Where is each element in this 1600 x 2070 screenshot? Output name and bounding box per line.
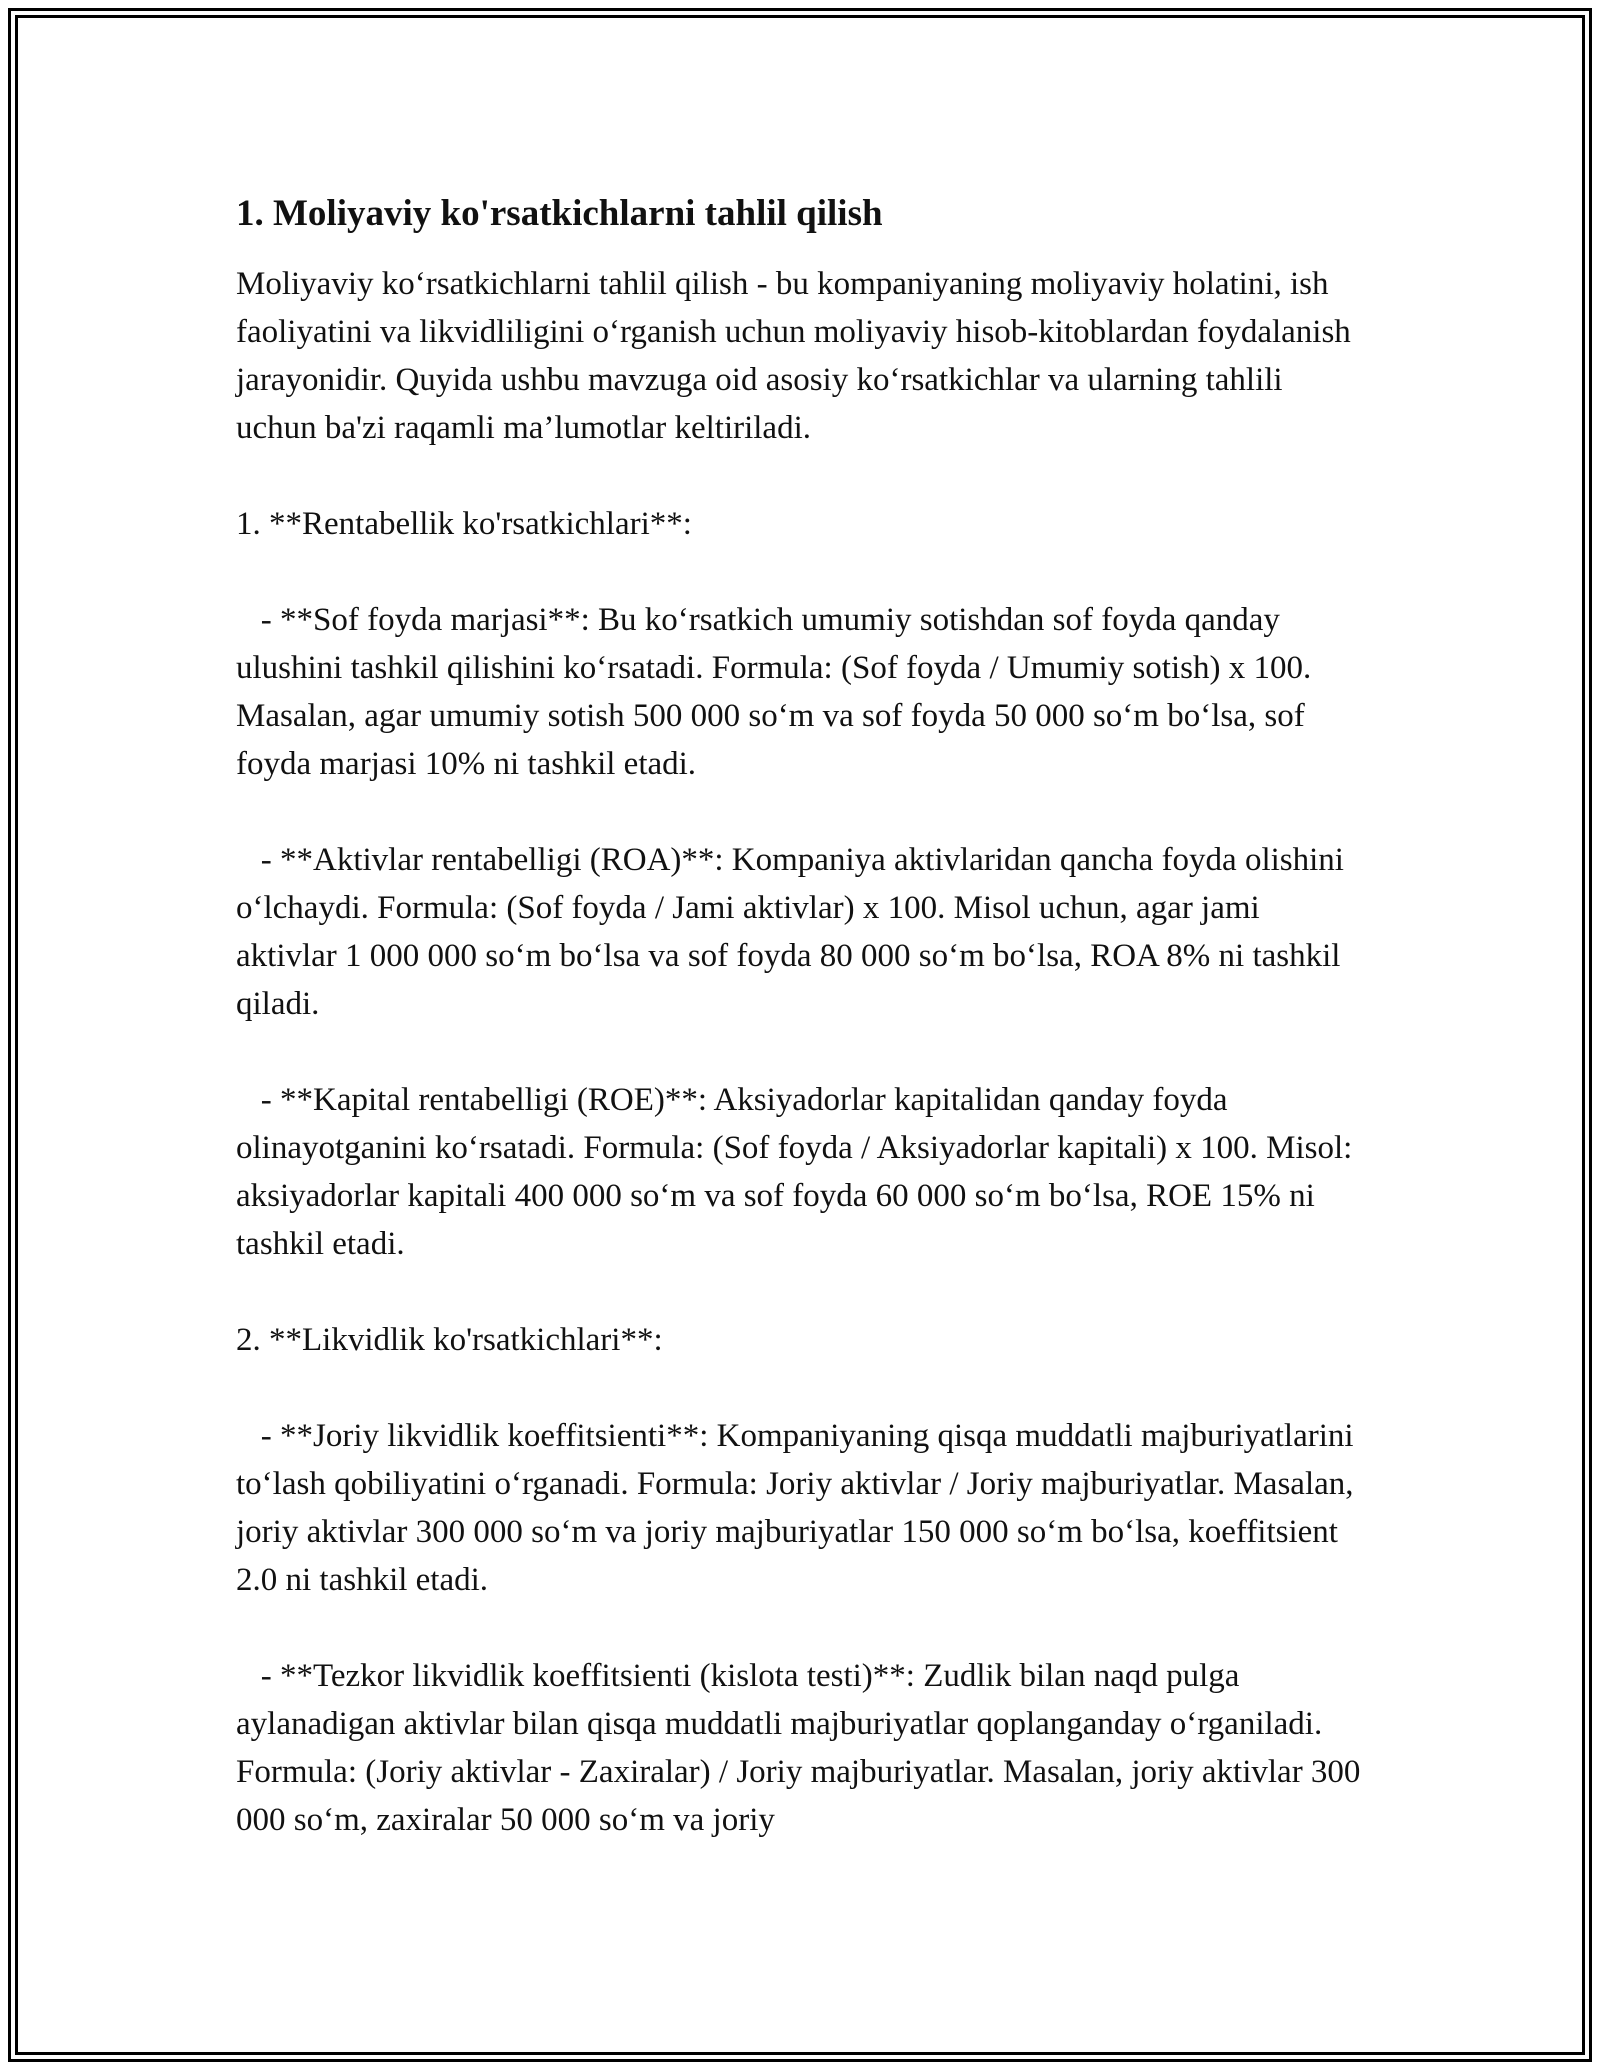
section-heading-liquidity: 2. **Likvidlik ko'rsatkichlari**: xyxy=(236,1322,663,1358)
document-body xyxy=(236,186,1369,1844)
paragraph-spacer xyxy=(236,788,1366,836)
document-title: 1. Moliyaviy ko'rsatkichlarni tahlil qilish xyxy=(236,193,883,234)
paragraph-spacer xyxy=(236,452,1366,500)
section-heading-profitability: 1. **Rentabellik ko'rsatkichlari**: xyxy=(236,506,692,542)
item-roe: - **Kapital rentabelligi (ROE)**: Aksiyadorlar kapitalidan qanday foyda olinayotganini ko‘rsatadi. Formula: (Sof foyda / Aksiyadorlar kapitali) x 100. Misol: aksiyadorlar kapitali 400 000 so‘m va sof foyda 60 000 so‘m bo‘lsa, ROE 15% ni tashkil etadi. xyxy=(236,1082,1361,1262)
paragraph-spacer xyxy=(236,1028,1366,1076)
paragraph-spacer xyxy=(236,1268,1366,1316)
paragraph-spacer xyxy=(236,1364,1366,1412)
item-current-ratio: - **Joriy likvidlik koeffitsienti**: Kompaniyaning qisqa muddatli majburiyatlarini to‘lash qobiliyatini o‘rganadi. Formula: Joriy aktivlar / Joriy majburiyatlar. Masalan, joriy aktivlar 300 000 so‘m va joriy majburiyatlar 150 000 so‘m bo‘lsa, koeffitsient 2.0 ni tashkil etadi. xyxy=(236,1418,1362,1598)
item-quick-ratio: - **Tezkor likvidlik koeffitsienti (kislota testi)**: Zudlik bilan naqd pulga aylanadigan aktivlar bilan qisqa muddatli majburiyatlar qoplanganday o‘rganiladi. Formula: (Joriy aktivlar - Zaxiralar) / Joriy majburiyatlar. Masalan, joriy aktivlar 300 000 so‘m, zaxiralar 50 000 so‘m va joriy xyxy=(236,1658,1369,1838)
paragraph-spacer xyxy=(236,1604,1366,1652)
item-roa: - **Aktivlar rentabelligi (ROA)**: Kompaniya aktivlaridan qancha foyda olishini o‘lchaydi. Formula: (Sof foyda / Jami aktivlar) x 100. Misol uchun, agar jami aktivlar 1 000 000 so‘m bo‘lsa va sof foyda 80 000 so‘m bo‘lsa, ROA 8% ni tashkil qiladi. xyxy=(236,842,1353,1022)
paragraph-spacer xyxy=(236,548,1366,596)
item-net-profit-margin: - **Sof foyda marjasi**: Bu ko‘rsatkich umumiy sotishdan sof foyda qanday ulushini tashkil qilishini ko‘rsatadi. Formula: (Sof foyda / Umumiy sotish) x 100. Masalan, agar umumiy sotish 500 000 so‘m va sof foyda 50 000 so‘m bo‘lsa, sof foyda marjasi 10% ni tashkil etadi. xyxy=(236,602,1320,782)
intro-paragraph: Moliyaviy ko‘rsatkichlarni tahlil qilish - bu kompaniyaning moliyaviy holatini, ish faoliyatini va likvidliligini o‘rganish uchun moliyaviy hisob-kitoblardan foydalanish jarayonidir. Quyida ushbu mavzuga oid asosiy ko‘rsatkichlar va ularning tahlili uchun ba'zi raqamli ma’lumotlar keltiriladi. xyxy=(236,266,1351,446)
